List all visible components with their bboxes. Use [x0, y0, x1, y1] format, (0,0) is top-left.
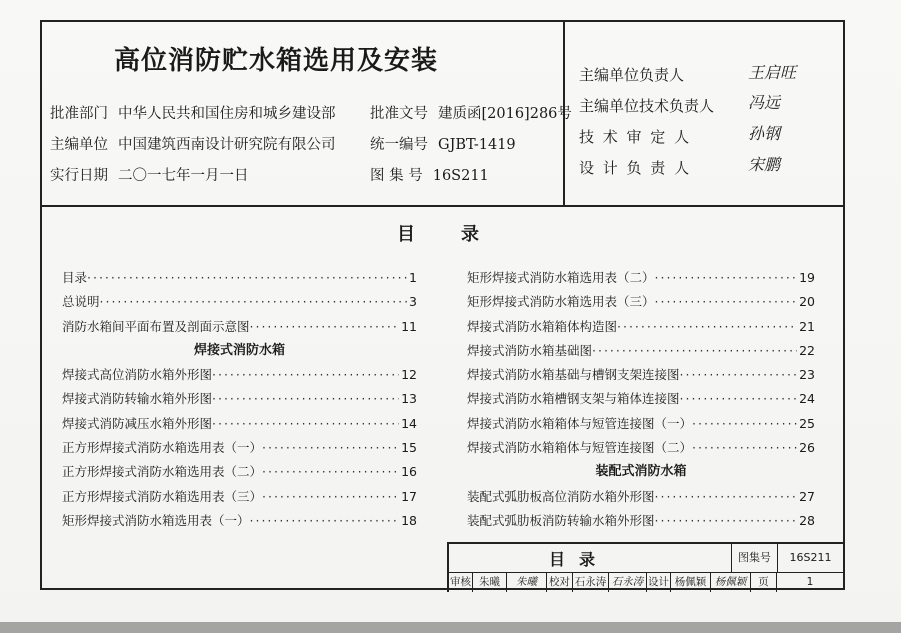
approve-doc-value: 建质函[2016]286号 [438, 106, 572, 122]
toc-entry-title: 焊接式消防转输水箱外形图 [62, 391, 213, 407]
design-label: 设计 [647, 573, 671, 592]
toc-entry-page: 12 [401, 367, 417, 383]
toc-entry-title: 矩形焊接式消防水箱选用表（三） [467, 294, 655, 310]
scan-shadow [0, 622, 901, 633]
toc-entry[interactable] [467, 436, 815, 460]
toc-entry-title: 正方形焊接式消防水箱选用表（二） [62, 464, 263, 480]
approve-doc-row [370, 102, 572, 123]
leader-dots [592, 339, 797, 363]
toc-entry-page: 28 [799, 512, 815, 528]
toc-section-heading: 焊接式消防水箱 [193, 342, 285, 358]
reviewer-name: 朱曦 [473, 573, 507, 592]
toc-entry-title: 焊接式消防水箱槽钢支架与箱体连接图 [467, 391, 680, 407]
toc-right-column [467, 266, 815, 533]
date-label: 实行日期 [50, 168, 108, 184]
unified-no-value: GJBT-1419 [438, 137, 516, 153]
atlas-no-cell: 16S211 [777, 544, 843, 572]
toc-entry[interactable] [467, 266, 815, 290]
leader-dots [100, 290, 408, 314]
chief-unit-label: 主编单位 [50, 137, 108, 153]
toc-entry[interactable] [62, 290, 417, 314]
toc-entry-page: 27 [799, 488, 815, 504]
toc-left-column [62, 266, 417, 533]
toc-entry-title: 矩形焊接式消防水箱选用表（二） [467, 270, 655, 285]
toc-entry-page: 22 [799, 342, 815, 358]
leader-dots [87, 266, 407, 290]
toc-entry[interactable] [62, 460, 417, 484]
leader-dots [250, 315, 400, 339]
toc-entry[interactable] [467, 387, 815, 411]
signature-image: 朱曦 [507, 573, 547, 592]
signature-image: 冯远 [748, 93, 781, 112]
atlas-title: 高位消防贮水箱选用及安装 [114, 46, 439, 76]
toc-entry[interactable] [467, 315, 815, 339]
signature-image: 孙钢 [748, 124, 781, 143]
toc-entry[interactable] [62, 387, 417, 411]
approve-doc-label: 批准文号 [370, 106, 428, 122]
responsible-label: 主编单位负责人 [579, 66, 685, 84]
toc-entry-title: 总说明 [62, 294, 100, 310]
toc-entry-page: 25 [799, 415, 815, 431]
toc-entry-title: 焊接式消防水箱基础图 [467, 342, 593, 358]
leader-dots [262, 460, 399, 484]
toc-entry-page: 21 [799, 318, 815, 334]
checker-name: 石永涛 [573, 573, 609, 592]
signature-image: 宋鹏 [748, 155, 781, 174]
toc-entry-title: 装配式弧肋板高位消防水箱外形图 [467, 488, 655, 504]
toc-entry[interactable] [62, 485, 417, 509]
toc-entry-title: 矩形焊接式消防水箱选用表（一） [62, 512, 250, 528]
toc-entry-page: 19 [799, 270, 815, 285]
responsible-label: 技 术 审 定 人 [579, 128, 692, 146]
toc-entry-title: 焊接式消防水箱基础与槽钢支架连接图 [467, 367, 680, 383]
toc-entry-title: 焊接式高位消防水箱外形图 [62, 367, 213, 383]
toc-entry-page: 3 [409, 294, 417, 310]
title-block-title: 目录 [549, 550, 610, 569]
toc-entry[interactable] [467, 485, 815, 509]
designer-name: 杨佩颖 [671, 573, 711, 592]
toc-entry[interactable] [467, 339, 815, 363]
toc-entry-title: 焊接式消防水箱箱体与短管连接图（二） [467, 440, 693, 456]
leader-dots [680, 387, 798, 411]
review-label: 审核 [449, 573, 473, 592]
toc-entry-page: 24 [799, 391, 815, 407]
toc-entry-title: 焊接式消防水箱箱体构造图 [467, 318, 618, 334]
signature-image: 杨佩颖 [711, 573, 751, 592]
toc-entry-page: 20 [799, 294, 815, 310]
chief-unit-value: 中国建筑西南设计研究院有限公司 [118, 137, 336, 153]
approve-dept-value: 中华人民共和国住房和城乡建设部 [118, 106, 336, 122]
leader-dots [617, 315, 797, 339]
drawing-frame [40, 20, 845, 590]
chief-unit-row [50, 133, 336, 154]
atlas-no-label: 图 集 号 [370, 168, 423, 184]
header-left-panel [42, 22, 572, 205]
responsible-row [579, 126, 691, 147]
leader-dots [655, 266, 798, 290]
toc-entry-title: 目录 [62, 270, 88, 285]
toc-entry[interactable] [62, 509, 417, 533]
responsible-panel [563, 22, 843, 205]
toc-section-heading: 装配式消防水箱 [595, 464, 687, 480]
toc-entry-title: 焊接式消防水箱箱体与短管连接图（一） [467, 415, 693, 431]
page-label: 页 [751, 573, 777, 592]
toc-title: 目录 [397, 224, 525, 245]
responsible-label: 设 计 负 责 人 [579, 159, 692, 177]
leader-dots [692, 436, 797, 460]
leader-dots [655, 485, 798, 509]
toc-entry-title: 消防水箱间平面布置及剖面示意图 [62, 318, 250, 334]
title-block-top-row [449, 544, 843, 573]
toc-entry-page: 15 [401, 440, 417, 456]
toc-entry-page: 14 [401, 415, 417, 431]
responsible-row [579, 95, 714, 116]
toc-entry[interactable] [467, 290, 815, 314]
approve-dept-label: 批准部门 [50, 106, 108, 122]
toc-entry-page: 26 [799, 440, 815, 456]
signature-image: 石永涛 [609, 573, 647, 592]
toc-entry-title: 装配式弧肋板消防转输水箱外形图 [467, 512, 655, 528]
date-row [50, 164, 249, 185]
toc-entry-page: 13 [401, 391, 417, 407]
page-number: 1 [806, 576, 814, 588]
toc-entry[interactable] [62, 412, 417, 436]
leader-dots [250, 509, 400, 533]
toc-entry-page: 1 [409, 270, 417, 285]
responsible-row [579, 157, 691, 178]
leader-dots [262, 436, 399, 460]
toc-entry-page: 11 [401, 318, 417, 334]
atlas-no-label-cell: 图集号 [731, 544, 777, 572]
atlas-no-value: 16S211 [432, 168, 489, 184]
toc-entry[interactable] [62, 363, 417, 387]
toc-entry[interactable] [62, 315, 417, 339]
leader-dots [212, 387, 399, 411]
toc-entry-page: 18 [401, 512, 417, 528]
unified-no-label: 统一编号 [370, 137, 428, 153]
toc-entry[interactable] [467, 412, 815, 436]
toc-entry[interactable] [467, 509, 815, 533]
leader-dots [212, 363, 399, 387]
toc-entry[interactable] [467, 363, 815, 387]
unified-no-row [370, 133, 516, 154]
signature-image: 王启旺 [748, 63, 797, 82]
check-label: 校对 [547, 573, 573, 592]
toc-entry-page: 17 [401, 488, 417, 504]
toc-entry[interactable] [62, 266, 417, 290]
title-block [447, 542, 845, 592]
toc-entry-page: 23 [799, 367, 815, 383]
leader-dots [212, 412, 399, 436]
toc-entry-title: 正方形焊接式消防水箱选用表（一） [62, 440, 263, 456]
responsible-row [579, 64, 684, 85]
toc-entry[interactable] [62, 436, 417, 460]
toc-entry-title: 正方形焊接式消防水箱选用表（三） [62, 488, 263, 504]
title-block-sign-row [449, 573, 843, 592]
leader-dots [655, 290, 798, 314]
leader-dots [692, 412, 797, 436]
leader-dots [680, 363, 798, 387]
toc-entry-title: 焊接式消防减压水箱外形图 [62, 415, 213, 431]
date-value: 二〇一七年一月一日 [118, 168, 249, 184]
leader-dots [655, 509, 798, 533]
approve-dept-row [50, 102, 336, 123]
leader-dots [262, 485, 399, 509]
atlas-no-row [370, 164, 489, 185]
cover-header [42, 22, 843, 207]
responsible-label: 主编单位技术负责人 [579, 97, 715, 115]
toc-entry-page: 16 [401, 464, 417, 480]
